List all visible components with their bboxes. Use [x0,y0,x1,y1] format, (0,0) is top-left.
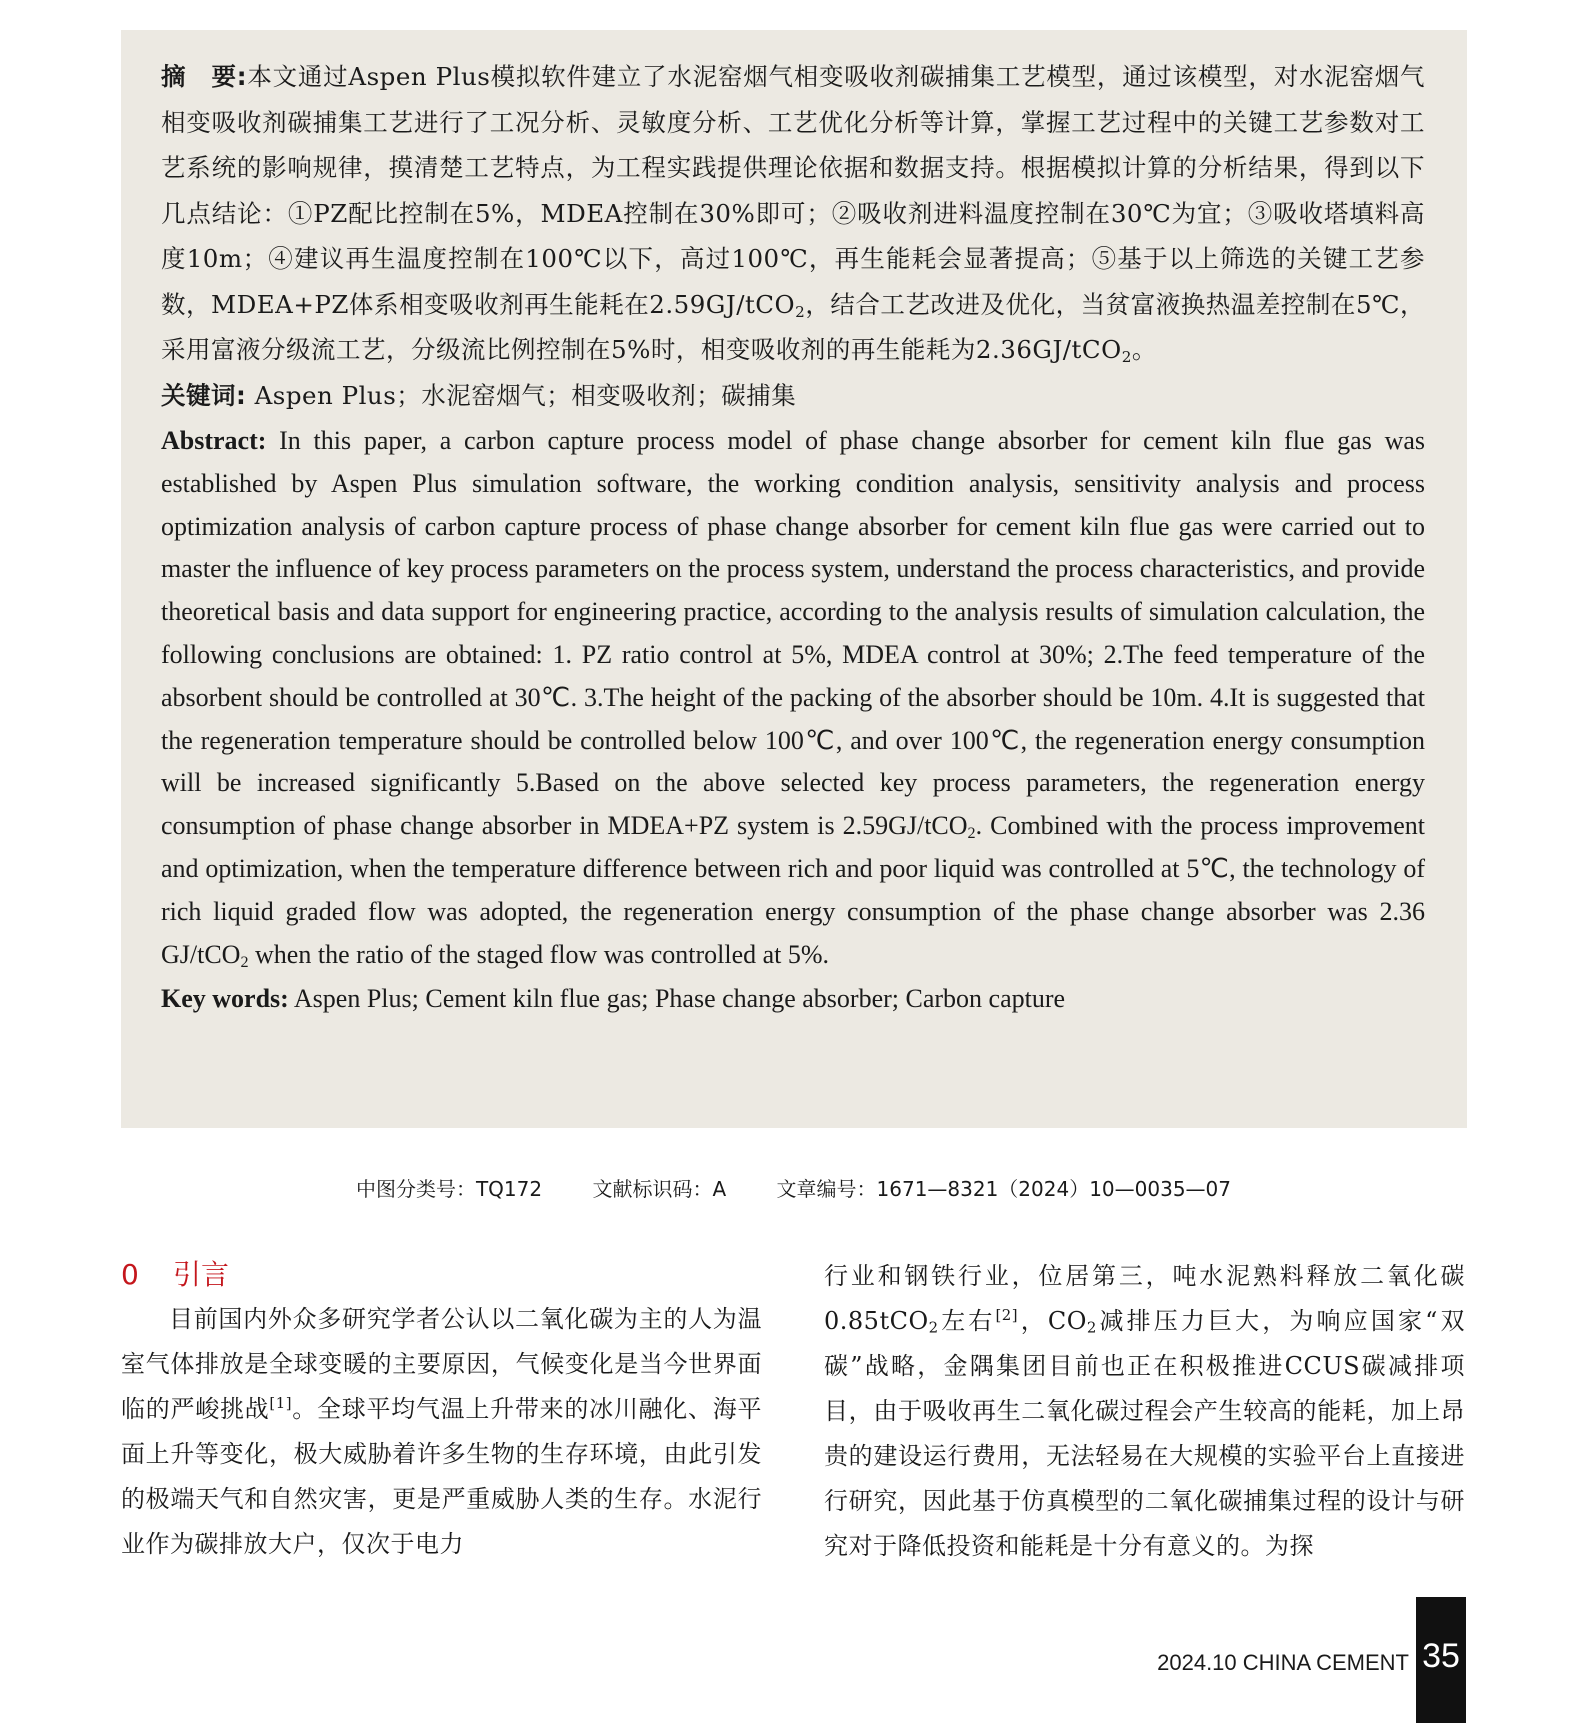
body-text: 。全球平均气温上升带来的冰川融化、海平面上升等变化，极大威胁着许多生物的生存环境，由此引发的极端天气和自然灾害，更是严重威胁人类的生存。水泥行业作为碳排放大户，仅次于电力 [121,1395,762,1558]
abstract-box [121,30,1467,1128]
right-column [824,1254,1465,1569]
body-text: 目前国内外众多研究学者公认以二氧化碳为主的人为温室气体排放是全球变暖的主要原因，气候变化是当今世界面临的严峻挑战 [121,1305,762,1423]
abstract-en [161,420,1425,976]
body-paragraph [824,1254,1465,1569]
abstract-cn-text: 。 [1131,335,1157,364]
abstract-en-text: when the ratio of the staged flow was controlled at 5%. [248,939,830,969]
abstract-cn [161,54,1425,373]
subscript: 2 [1086,1318,1097,1337]
citation-ref[interactable]: [1] [269,1394,292,1413]
keywords-cn [161,373,1425,419]
subscript: 2 [240,953,249,971]
journal-issue: 2024.10 CHINA CEMENT [1157,1650,1409,1675]
article-number: 文章编号：1671—8321（2024）10—0035—07 [776,1177,1232,1201]
section-heading [121,1252,762,1297]
keywords-cn-text: Aspen Plus；水泥窑烟气；相变吸收剂；碳捕集 [246,380,797,410]
subscript: 2 [928,1318,939,1337]
abstract-en-text: . Combined with the process improvement and optimization, when the temperature difference between rich and poor liquid was controlled at 5℃, the technology of rich liquid graded flow was adopted, the regeneration energy consumption of the phase change absorber was 2.36 GJ/tCO [161,811,1425,969]
subscript: 2 [1121,347,1132,366]
body-text: 减排压力巨大，为响应国家“双碳”战略，金隅集团目前也正在积极推进CCUS碳减排项目，由于吸收再生二氧化碳过程会产生较高的能耗，加上昂贵的建设运行费用，无法轻易在大规模的实验平台上直接进行研究，因此基于仿真模型的二氧化碳捕集过程的设计与研究对于降低投资和能耗是十分有意义的。为探 [824,1307,1465,1560]
left-column [121,1252,762,1567]
abstract-cn-text: 本文通过Aspen Plus模拟软件建立了水泥窑烟气相变吸收剂碳捕集工艺模型，通过该模型，对水泥窑烟气相变吸收剂碳捕集工艺进行了工况分析、灵敏度分析、工艺优化分析等计算，掌握工艺过程中的关键工艺参数对工艺系统的影响规律，摸清楚工艺特点，为工程实践提供理论依据和数据支持。根据模拟计算的分析结果，得到以下几点结论：①PZ配比控制在5%，MDEA控制在30%即可；②吸收剂进料温度控制在30℃为宜；③吸收塔填料高度10m；④建议再生温度控制在100℃以下，高过100℃，再生能耗会显著提高；⑤基于以上筛选的关键工艺参数，MDEA+PZ体系相变吸收剂再生能耗在2.59GJ/tCO [161,62,1425,319]
abstract-en-text: In this paper, a carbon capture process model of phase change absorber for cement kiln flue gas was established by Aspen Plus simulation software, the working condition analysis, sensitivity analysis and process optimization analysis of carbon capture process of phase change absorber for cement kiln flue gas were carried out to master the influence of key process parameters on the process system, understand the process characteristics, and provide theoretical basis and data support for engineering practice, according to the analysis results of simulation calculation, the following conclusions are obtained: 1. PZ ratio control at 5%, MDEA control at 30%; 2.The feed temperature of the absorbent should be controlled at 30℃. 3.The height of the packing of the absorber should be 10m. 4.It is suggested that the regeneration temperature should be controlled below 100℃, and over 100℃, the regeneration energy consumption will be increased significantly 5.Based on the above selected key process parameters, the regeneration energy consumption of phase change absorber in MDEA+PZ system is 2.59GJ/tCO [161,426,1425,841]
keywords-en-label: Key words: [161,984,289,1014]
page-number: 35 [1422,1637,1460,1675]
body-text: 左右 [938,1307,996,1335]
citation-ref[interactable]: [2] [995,1306,1019,1325]
classification-line [0,1173,1587,1202]
keywords-en-text: Aspen Plus; Cement kiln flue gas; Phase change absorber; Carbon capture [288,984,1066,1014]
body-text: ，CO [1018,1307,1087,1335]
document-code: 文献标识码：A [592,1177,727,1201]
keywords-en [161,978,1425,1021]
abstract-cn-text: ，结合工艺改进及优化，当贫富液换热温差控制在5℃，采用富液分级流工艺，分级流比例控制在5%时，相变吸收剂的再生能耗为2.36GJ/tCO [161,289,1425,364]
subscript: 2 [795,302,806,321]
abstract-cn-label: 摘 要: [161,62,248,91]
body-paragraph [121,1297,762,1567]
body-text: 行业和钢铁行业，位居第三，吨水泥熟料释放二氧化碳0.85tCO [824,1262,1465,1335]
section-title: 引言 [173,1258,230,1291]
clc-number: 中图分类号：TQ172 [355,1177,543,1201]
keywords-cn-label: 关键词: [161,380,247,410]
section-number: 0 [121,1258,139,1291]
subscript: 2 [967,825,976,843]
abstract-en-label: Abstract: [161,426,267,455]
